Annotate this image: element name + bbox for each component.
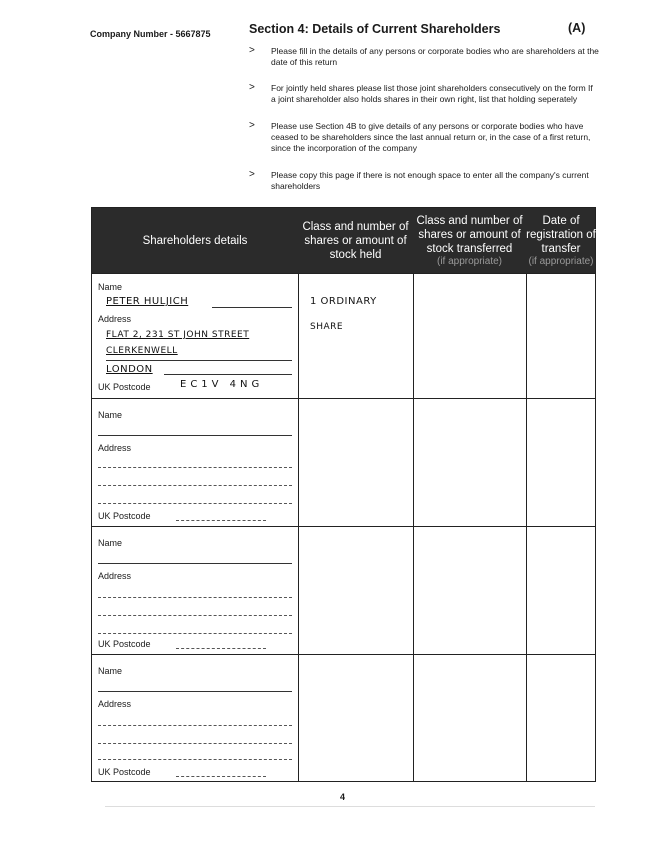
postcode-label: UK Postcode [98,767,151,777]
name-label: Name [98,538,123,548]
address-line: LONDON [106,364,153,375]
arrow-icon: > [249,45,255,56]
postcode-label: UK Postcode [98,639,151,649]
address-label: Address [98,443,132,453]
address-label: Address [98,314,132,324]
shareholders-table [91,207,596,782]
page-number: 4 [340,792,346,802]
postcode-value: EC1V 4NG [180,379,264,390]
arrow-icon: > [249,82,255,93]
header-registration-date: Date of registration of transfer (if appropriate) [526,214,596,267]
address-line: CLERKENWELL [106,346,178,356]
shares-held: SHARE [310,322,344,332]
shareholder-name: PETER HULJICH [106,296,189,307]
section-title: Section 4: Details of Current Shareholders [249,22,501,36]
name-label: Name [98,666,123,676]
instruction-list [249,46,599,192]
instruction-item: > Please use Section 4B to give details of any persons or corporate bodies who have ceased to be shareholders since the last annual return or, in the case of a first return, since the incorporation of the company [249,120,591,153]
name-label: Name [98,282,123,292]
address-label: Address [98,571,132,581]
header-transferred: Class and number of shares or amount of stock transferred (if appropriate) [416,214,523,267]
instruction-item: > Please copy this page if there is not enough space to enter all the company's current shareholders [249,169,589,191]
table-row [92,273,595,398]
table-header [92,208,595,273]
table-row [92,654,595,782]
company-number: Company Number - 5667875 [90,29,211,39]
table-row [92,526,595,654]
postcode-label: UK Postcode [98,511,151,521]
shares-held: 1 ORDINARY [310,296,377,307]
footer-divider [105,806,595,807]
arrow-icon: > [249,120,255,131]
section-code: (A) [568,21,586,35]
postcode-label: UK Postcode [98,382,151,392]
arrow-icon: > [249,169,255,180]
header-class-number: Class and number of shares or amount of stock held [302,220,409,261]
name-label: Name [98,410,123,420]
address-line: FLAT 2, 231 ST JOHN STREET [106,330,250,340]
instruction-item: > For jointly held shares please list those joint shareholders consecutively on the form If a joint shareholder also holds shares in their own right, list that holding seperately [249,82,593,104]
instruction-item: > Please fill in the details of any persons or corporate bodies who are shareholders at the date of this return [249,45,599,67]
table-row [92,398,595,526]
address-label: Address [98,699,132,709]
header-shareholder-details: Shareholders details [142,234,248,247]
